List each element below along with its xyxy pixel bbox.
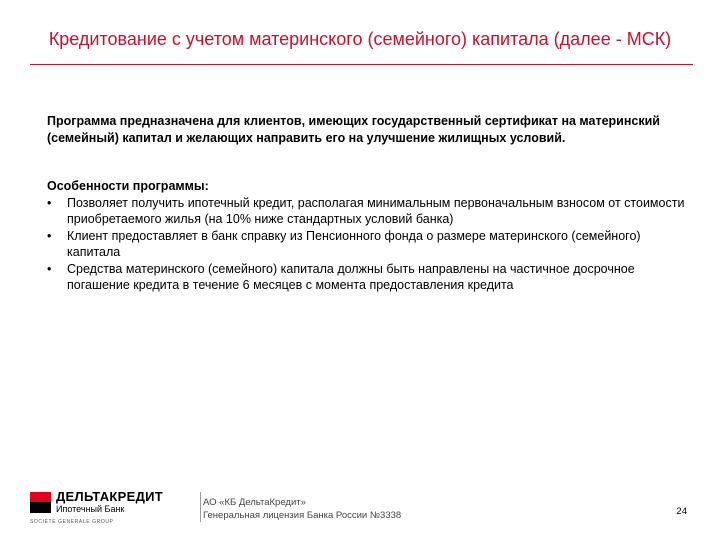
bullet-icon: • [47, 195, 52, 210]
deltacredit-logo [30, 489, 195, 529]
bullet-icon: • [47, 228, 52, 243]
footer-divider [200, 492, 201, 522]
page-number: 24 [676, 506, 687, 517]
feature-text: Клиент предоставляет в банк справку из Пенсионного фонда о размере материнского (семейного) капитала [67, 228, 641, 259]
logo-mark-icon [30, 492, 51, 513]
logo-mark-red-half [30, 492, 51, 502]
footer-company: АО «КБ ДельтаКредит» [203, 497, 306, 508]
feature-text: Средства материнского (семейного) капитала должны быть направлены на частичное досрочное погашение кредита в течение 6 месяцев с момента предоставления кредита [67, 261, 635, 292]
feature-item [47, 228, 687, 261]
program-intro: Программа предназначена для клиентов, имеющих государственный сертификат на материнский (семейный) капитал и желающих направить его на улучшение жилищных условий. [47, 114, 660, 145]
features-heading: Особенности программы: [47, 179, 209, 193]
logo-name: ДЕЛЬТАКРЕДИТ [56, 489, 164, 504]
program-features [47, 178, 687, 294]
title-divider [30, 64, 693, 65]
logo-subtitle: Ипотечный Банк [56, 504, 125, 514]
slide-title: Кредитование с учетом материнского (семейного) капитала (далее - МСК) [48, 29, 672, 49]
logo-mark-black-half [30, 502, 51, 513]
feature-item [47, 195, 687, 228]
bullet-icon: • [47, 261, 52, 276]
logo-group: SOCIETE GENERALE GROUP [30, 519, 114, 525]
footer-info [203, 496, 401, 522]
feature-item [47, 261, 687, 294]
feature-text: Позволяет получить ипотечный кредит, располагая минимальным первоначальным взносом от стоимости приобретаемого жилья (на 10% ниже стандартных условий банка) [67, 195, 685, 226]
features-list [47, 195, 687, 294]
footer-license: Генеральная лицензия Банка России №3338 [203, 510, 402, 521]
